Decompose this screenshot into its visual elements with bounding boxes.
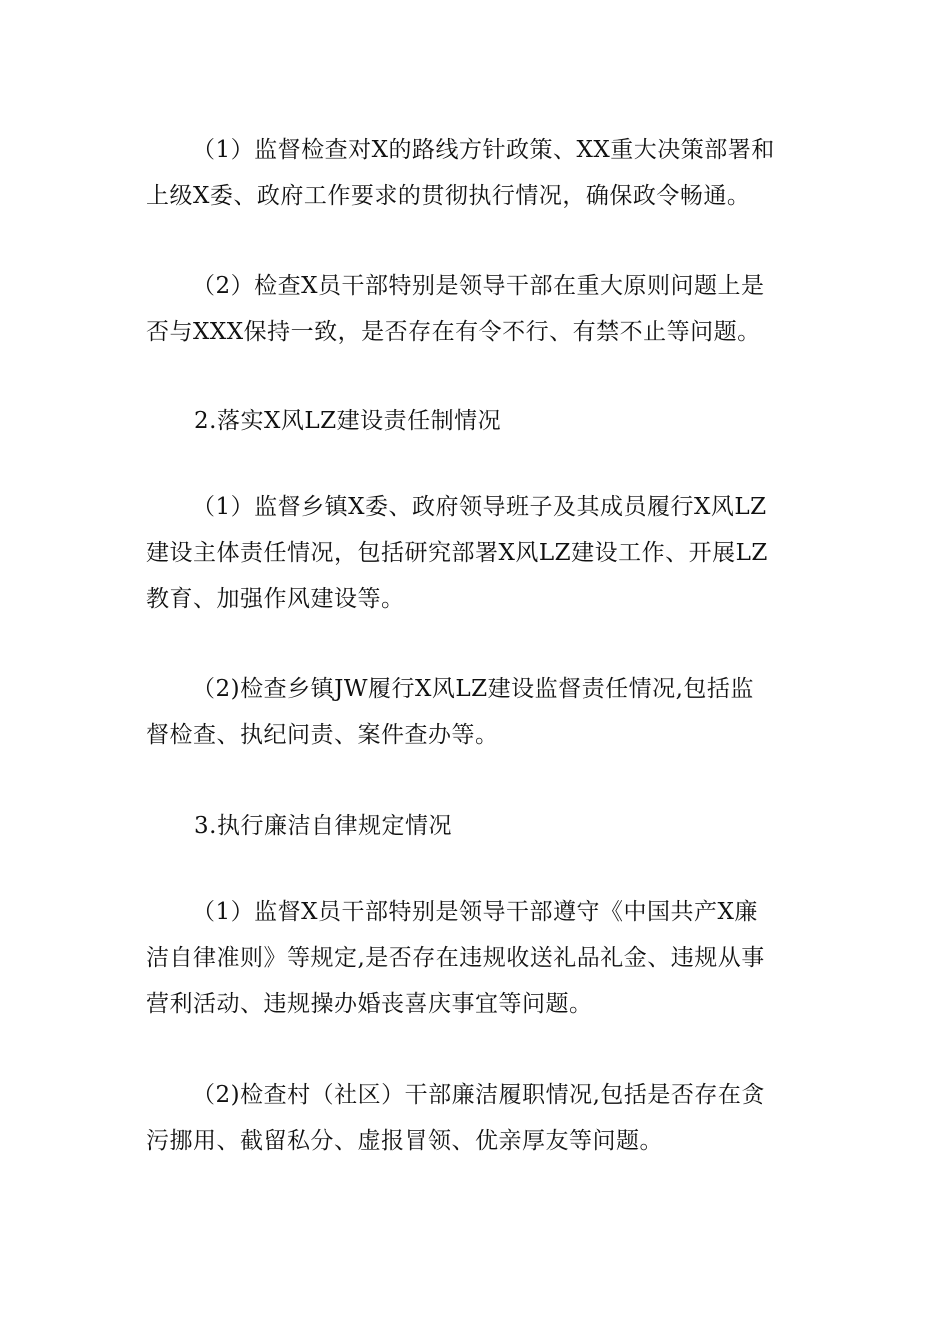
section-heading-integrity-rules: 3.执行廉洁自律规定情况 <box>194 813 452 839</box>
paragraph-integrity-code <box>146 889 808 1027</box>
paragraph-line: 否与XXX保持一致，是否存在有令不行、有禁不止等问题。 <box>146 319 761 345</box>
paragraph-cadre-consistency <box>146 263 808 355</box>
paragraph-line: 教育、加强作风建设等。 <box>146 586 405 612</box>
paragraph-supervision-policy <box>146 127 808 219</box>
paragraph-line: 建设主体责任情况，包括研究部署X风LZ建设工作、开展LZ <box>146 540 768 566</box>
paragraph-village-cadres <box>146 1072 808 1164</box>
paragraph-township-committee <box>146 484 808 622</box>
paragraph-line: 营利活动、违规操办婚丧喜庆事宜等问题。 <box>146 991 593 1017</box>
paragraph-line: （2)检查村（社区）干部廉洁履职情况,包括是否存在贪 <box>192 1082 765 1108</box>
paragraph-line: 督检查、执纪问责、案件查办等。 <box>146 722 499 748</box>
paragraph-line: （1）监督X员干部特别是领导干部遵守《中国共产X廉 <box>192 899 758 925</box>
paragraph-line: 污挪用、截留私分、虚报冒领、优亲厚友等问题。 <box>146 1128 663 1154</box>
paragraph-line: （1）监督检查对X的路线方针政策、XX重大决策部署和 <box>192 137 775 163</box>
paragraph-line: 上级X委、政府工作要求的贯彻执行情况，确保政令畅通。 <box>146 183 751 209</box>
paragraph-line: （2）检查X员干部特别是领导干部在重大原则问题上是 <box>192 273 765 299</box>
paragraph-township-jw <box>146 666 808 758</box>
paragraph-line: （2)检查乡镇JW履行X风LZ建设监督责任情况,包括监 <box>192 676 754 702</box>
paragraph-line: 洁自律准则》等规定,是否存在违规收送礼品礼金、违规从事 <box>146 945 765 971</box>
section-heading-responsibility-system: 2.落实X风LZ建设责任制情况 <box>194 408 502 434</box>
paragraph-line: （1）监督乡镇X委、政府领导班子及其成员履行X风LZ <box>192 494 767 520</box>
